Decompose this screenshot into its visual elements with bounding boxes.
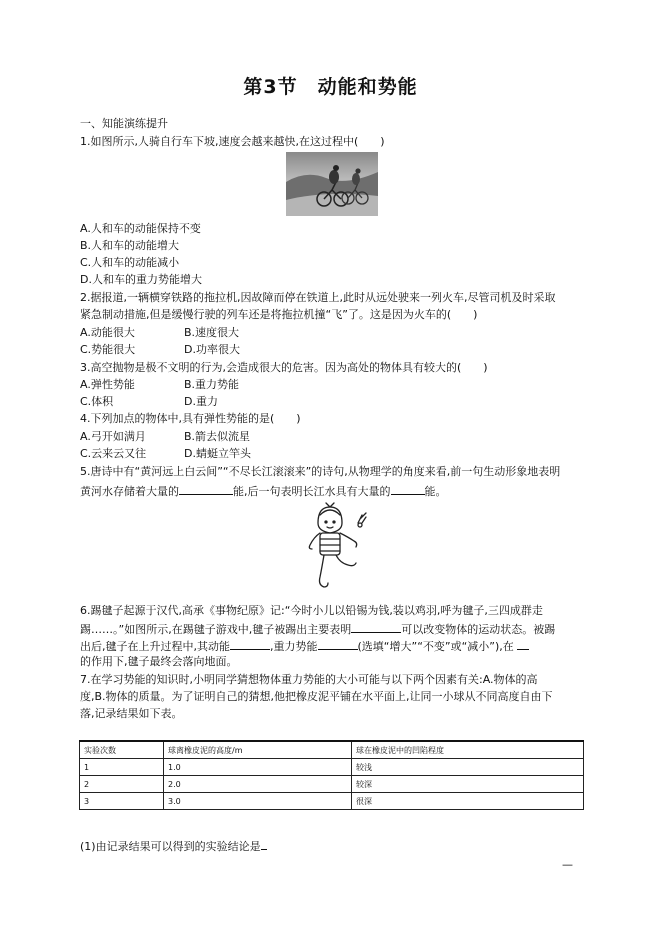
q4-option-a: A.弓开如满月 [80,430,146,443]
q5-text-b: 能,后一句表明长江水具有大量的 [233,485,391,498]
q2-option-a: A.动能很大 [80,326,135,339]
q5-blank-1[interactable] [179,483,233,495]
table-header-row [80,741,584,759]
q2-option-d: D.功率很大 [184,343,240,356]
q5-stem-line2 [80,483,447,499]
table-cell: 2 [80,776,164,793]
table-row [80,793,584,810]
q6-blank-4[interactable] [517,638,529,650]
page-title: 第3节 动能和势能 [243,76,418,98]
q6-text-3b: ,重力势能 [270,640,318,653]
q4-option-d: D.蜻蜓立竿头 [184,447,251,460]
q2-stem-line1: 2.据报道,一辆横穿铁路的拖拉机,因故障而停在铁道上,此时从远处驶来一列火车,尽管司机及时采取 [80,291,556,304]
q2-option-c: C.势能很大 [80,343,136,356]
cyclists-photo [286,152,378,216]
q7-stem-line3: 落,记录结果如下表。 [80,707,183,720]
section-heading: 一、知能演练提升 [80,117,168,130]
q2-option-b: B.速度很大 [184,326,240,339]
kid-illustration [296,501,376,596]
table-cell: 1.0 [164,759,352,776]
q6-stem-line3 [80,638,529,654]
table-row [80,759,584,776]
q7-stem-line2: 度,B.物体的质量。为了证明自己的猜想,他把橡皮泥平铺在水平面上,让同一小球从不同高度自由下 [80,690,553,703]
q1-option-b: B.人和车的动能增大 [80,239,180,252]
q2-stem-line2: 紧急制动措施,但是缓慢行驶的列车还是将拖拉机撞“飞”了。这是因为火车的( ) [80,308,478,321]
q1-option-d: D.人和车的重力势能增大 [80,273,202,286]
table-cell: 较浅 [352,759,584,776]
table-cell: 2.0 [164,776,352,793]
q4-option-c: C.云来云又往 [80,447,147,460]
q6-blank-3[interactable] [318,638,358,650]
table-cell: 3.0 [164,793,352,810]
experiment-table [79,740,584,810]
q3-option-c: C.体积 [80,395,114,408]
table-header: 实验次数 [80,741,164,759]
q3-option-a: A.弹性势能 [80,378,135,391]
table-header: 球在橡皮泥中的凹陷程度 [352,741,584,759]
q1-option-a: A.人和车的动能保持不变 [80,222,201,235]
table-cell: 很深 [352,793,584,810]
table-cell: 1 [80,759,164,776]
q4-stem: 4.下列加点的物体中,具有弹性势能的是( ) [80,412,301,425]
q6-stem-line1: 6.踢毽子起源于汉代,高承《事物纪原》记:“今时小儿以铅锡为钱,装以鸡羽,呼为毽子,三四成群走 [80,604,543,617]
q5-text-a: 黄河水存储着大量的 [80,485,179,498]
q6-stem-line4: 的作用下,毽子最终会落向地面。 [80,655,238,668]
q1-stem: 1.如图所示,人骑自行车下坡,速度会越来越快,在这过程中( ) [80,135,385,148]
table-cell: 3 [80,793,164,810]
q5-text-c: 能。 [424,485,447,498]
q7-stem-line1: 7.在学习势能的知识时,小明同学猜想物体重力势能的大小可能与以下两个因素有关:A.物体的高 [80,673,538,686]
q6-text-3c: (选填“增大”“不变”或“减小”),在 [357,640,514,653]
q6-blank-2[interactable] [230,638,270,650]
q6-stem-line2 [80,621,555,637]
shuttlecock-kicking-figure [296,501,376,596]
q3-stem: 3.高空抛物是极不文明的行为,会造成很大的危害。因为高处的物体具有较大的( ) [80,361,488,374]
q7-sub1-text: (1)由记录结果可以得到的实验结论是 [80,840,261,853]
q6-text-3a: 出后,毽子在上升过程中,其动能 [80,640,230,653]
q3-option-b: B.重力势能 [184,378,240,391]
q5-stem-line1: 5.唐诗中有“黄河远上白云间”“不尽长江滚滚来”的诗句,从物理学的角度来看,前一句生动形象地表明 [80,465,561,478]
table-cell: 较深 [352,776,584,793]
q1-option-c: C.人和车的动能减小 [80,256,180,269]
page-number-mark: — [562,858,573,871]
table-row [80,776,584,793]
q5-blank-2[interactable] [391,483,425,495]
q6-text-2a: 踢……。”如图所示,在踢毽子游戏中,毽子被踢出主要表明 [80,623,352,636]
q7-sub1 [80,838,267,854]
q4-option-b: B.箭去似流星 [184,430,251,443]
q7-sub1-blank[interactable] [261,838,267,850]
q3-option-d: D.重力 [184,395,218,408]
q6-text-2b: 可以改变物体的运动状态。被踢 [401,623,556,636]
table-header: 球离橡皮泥的高度/m [164,741,352,759]
cyclists-illustration [286,152,378,216]
q6-blank-1[interactable] [351,621,401,633]
